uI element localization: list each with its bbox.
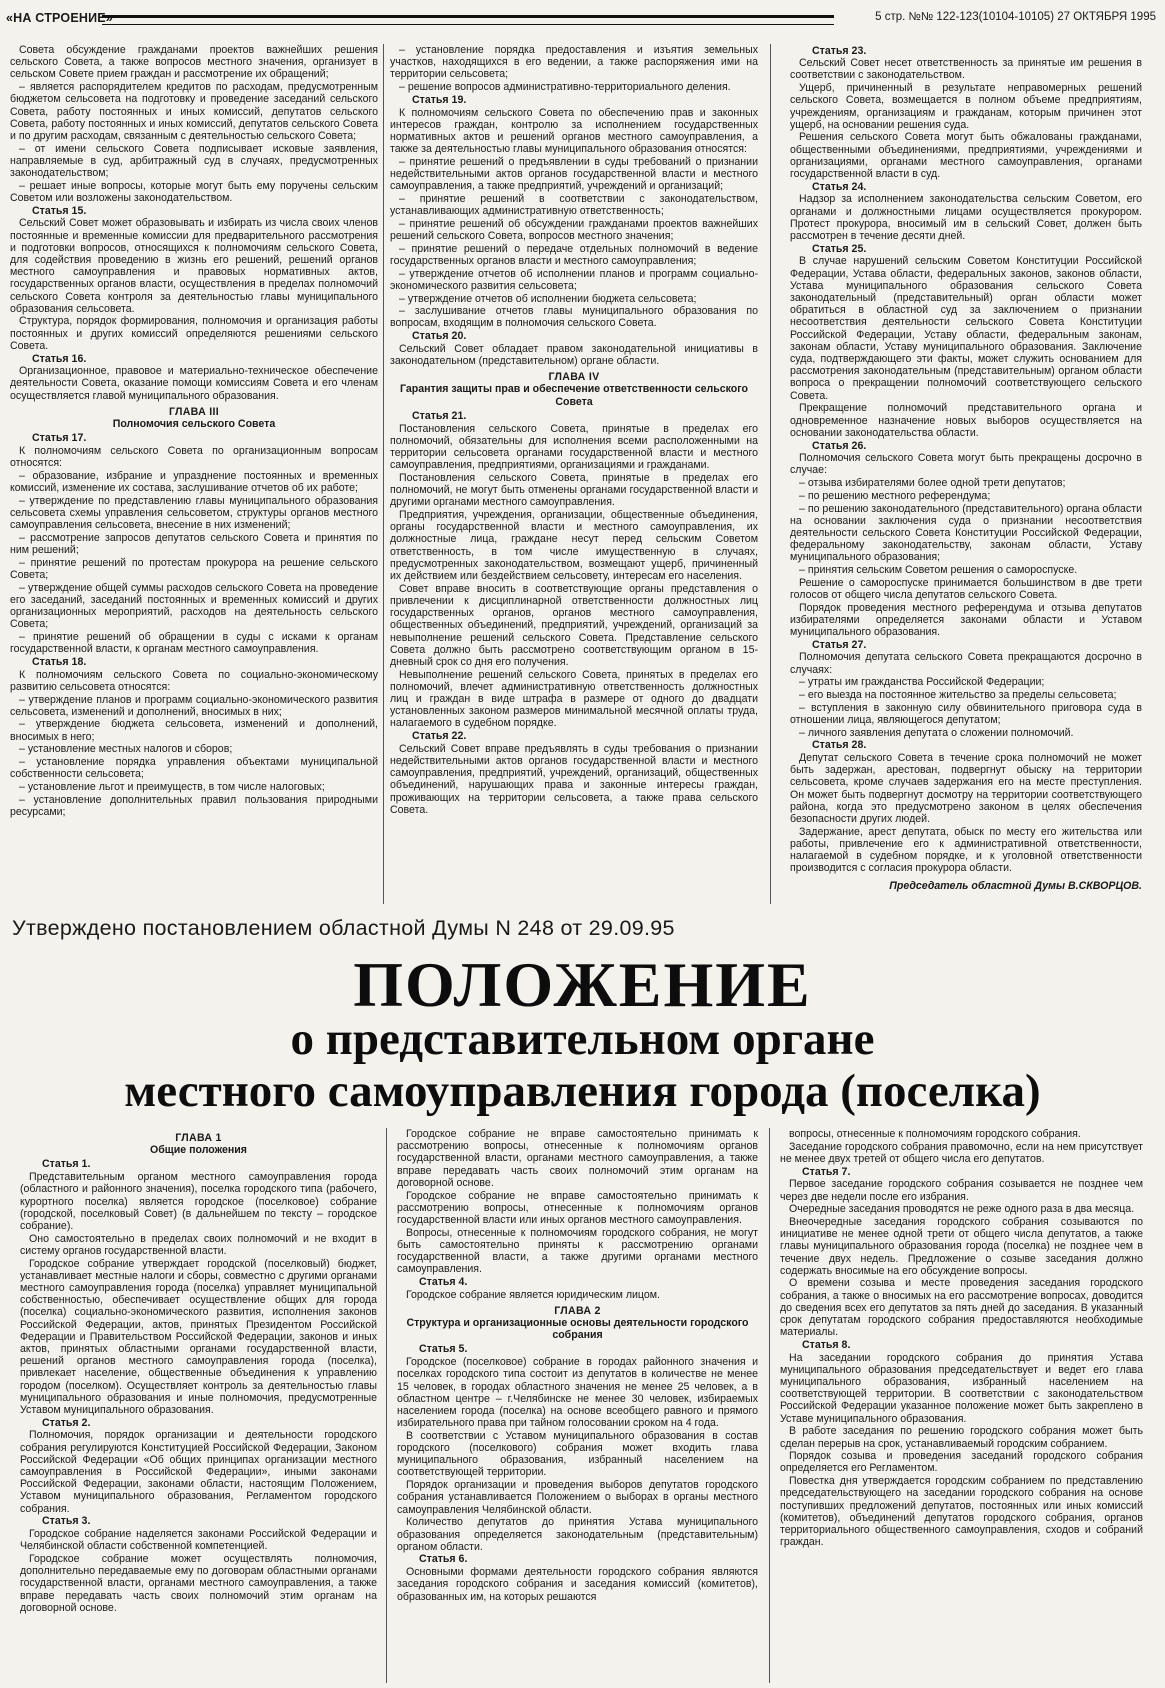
article-heading: Статья 16. <box>32 352 87 365</box>
paragraph: Повестка дня утверждается городским собранием по представлению председательствующего на заседании городского собрания на основе поступивших предложений депутатов, постоянных или иных комиссий (комитетов), объединений депутатов городского собрания, органов территориального общественного самоуправления, сходов и собраний граждан. <box>780 1475 1143 1549</box>
paragraph: – утверждение отчетов об исполнении планов и программ социально-экономического развития сельсовета; <box>390 267 758 292</box>
top-column-2 <box>390 44 758 912</box>
chapter-title: Структура и организационные основы деятельности городского собрания <box>406 1317 749 1342</box>
paragraph: О времени созыва и месте проведения заседания городского собрания, а также о вносимых на его рассмотрение вопросах, доводится до сведения всех его депутатов за пять дней до заседания. В указанный срок депутатам городского собрания предоставляются необходимые материалы. <box>780 1277 1143 1339</box>
paragraph: В случае нарушений сельским Советом Конституции Российской Федерации, Устава области, федеральных законов, законов области, Устава муниципального образования сельского Совета законодательный (представительный) орган области может обратиться в областной суд за заключением о признании несоответствия деятельности сельского Совета Конституции Российской Федерации, Уставу области, федеральным законам, законам области, Уставу муниципального образования. Заключение суда, подтверждающего эти факты, может служить основанием для рассмотрения законодательным (представительным) органом области вопроса о прекращении полномочий соответствующего сельского Совета. <box>790 255 1142 402</box>
article-heading: Статья 27. <box>812 638 867 651</box>
chapter-title: Полномочия сельского Совета <box>112 418 276 431</box>
approval-note: Утверждено постановлением областной Думы N 248 от 29.09.95 <box>12 916 675 940</box>
paragraph: Первое заседание городского собрания созывается не позднее чем через две недели после его избрания. <box>780 1178 1143 1203</box>
chapter-title: Гарантия защиты прав и обеспечение ответственности сельского Совета <box>399 383 748 408</box>
paragraph: – его выезда на постоянное жительство за пределы сельсовета; <box>799 689 1117 702</box>
paragraph: Городское (поселковое) собрание в городах районного значения и поселках городского типа состоит из депутатов в количестве не менее 15 человек, в городах областного значения не менее 25 человек, а в областном центре – г.Челябинске не менее 30 человек, избираемых населением города (поселка) на основе всеобщего равного и прямого избирательного права при тайном голосовании сроком на 4 года. <box>397 1356 758 1430</box>
article-heading: Статья 22. <box>412 730 467 743</box>
paragraph: Полномочия депутата сельского Совета прекращаются досрочно в случаях: <box>790 651 1142 676</box>
paragraph: К полномочиям сельского Совета по обеспечению прав и законных интересов граждан, контролю за исполнением государственных нормативных актов и решений органов местного самоуправления, а также за деятельностью главы муниципального образования относятся: <box>390 106 758 156</box>
paragraph: Решения сельского Совета могут быть обжалованы гражданами, общественными объединениями, предприятиями, учреждениями и организациями, органами местного самоуправления, органами государственной власти в суд. <box>790 131 1142 181</box>
paragraph: В работе заседания по решению городского собрания может быть сделан перерыв на срок, устанавливаемый городским собранием. <box>780 1425 1143 1450</box>
paragraph: Городское собрание не вправе самостоятельно принимать к рассмотрению вопросы, отнесенные к полномочиям органов государственной власти или иных органов местного самоуправления. <box>397 1189 758 1226</box>
article-heading: Статья 3. <box>42 1515 91 1528</box>
chapter-title: Общие положения <box>150 1144 247 1157</box>
paragraph: – от имени сельского Совета подписывает исковые заявления, направляемые в суд, арбитражный суд в случаях, предусмотренных законодательством; <box>10 142 378 180</box>
paragraph: Основными формами деятельности городского собрания являются заседания городского собрания и заседания комиссий (комитетов), образованных им, на которых решаются <box>397 1566 758 1603</box>
paragraph: – установление льгот и преимуществ, в том числе налоговых; <box>19 780 325 793</box>
paragraph: – отзыва избирателями более одной трети депутатов; <box>799 477 1066 490</box>
paragraph: Сельский Совет несет ответственность за принятые им решения в соответствии с законодательством. <box>790 57 1142 82</box>
article-heading: Статья 23. <box>812 44 867 57</box>
paragraph: К полномочиям сельского Совета по социально-экономическому развитию сельсовета относятся: <box>10 668 378 693</box>
paragraph: Совета обсуждение гражданами проектов важнейших решения сельского Совета, а также вопросов местного значения, организует в сельском Совете прием граждан и рассмотрение их обращений; <box>10 44 378 81</box>
paragraph: – по решению законодательного (представительного) органа области на основании заключения суда о признании несоответствия деятельности сельского Совета Конституции Российской Федерации, федеральному законодательству, законам области, Уставу муниципального образования; <box>790 502 1142 564</box>
paragraph: Сельский Совет может образовывать и избирать из числа своих членов постоянные и временные комиссии для предварительного рассмотрения и подготовки вопросов, относящихся к полномочиям сельского Совета, для содействия проведению в жизнь его решений, решений органов местного самоуправления и правовых нормативных актов, государственных органов власти, осуществления в пределах полномочий сельского Совета контроля за деятельностью главы муниципального образования сельсовета. <box>10 217 378 315</box>
headline-subtitle-1: о представительном органе <box>290 1013 875 1065</box>
article-heading: Статья 15. <box>32 204 87 217</box>
paragraph: Представительным органом местного самоуправления города (областного и районного значения), поселка городского типа (рабочего, курортного поселка) является городское (поселковое) собрание (городской, поселковый Совет) (в дальнейшем по тексту – городское собрание). <box>20 1171 377 1232</box>
paragraph: Постановления сельского Совета, принятые в пределах его полномочий, не могут быть отменены органами государственной власти и другими органами местного самоуправления. <box>390 471 758 509</box>
chapter-heading: ГЛАВА IV <box>548 371 600 384</box>
paragraph: Ущерб, причиненный в результате неправомерных решений сельского Совета, возмещается в полном объеме предприятиям, учреждениям, организациям и гражданам, которым причинен этот ущерб, на основании решения суда. <box>790 82 1142 131</box>
paragraph: – установление местных налогов и сборов; <box>19 743 233 756</box>
bottom-column-1 <box>20 1128 377 1684</box>
paragraph: – принятия сельским Советом решения о самороспуске. <box>799 564 1078 577</box>
paragraph: К полномочиям сельского Совета по организационным вопросам относятся: <box>10 445 378 470</box>
article-heading: Статья 19. <box>412 93 467 106</box>
issue-info: 5 стр. №№ 122-123(10104-10105) 27 ОКТЯБРЯ 1995 <box>875 11 1156 23</box>
paragraph: Надзор за исполнением законодательства сельским Советом, его органами и должностными лицами осуществляется прокурором. Протест прокурора, вносимый им в сельский Совет, должен быть рассмотрен в течение десяти дней. <box>790 193 1142 243</box>
paragraph: Постановления сельского Совета, принятые в пределах его полномочий, обязательны для исполнения всеми расположенными на территории сельсовета органами государственной власти и местного самоуправления, предприятиями, организациями и гражданами. <box>390 422 758 472</box>
column-divider <box>386 1128 387 1683</box>
paragraph: – принятие решений об обращении в суды с исками к органам государственной власти, к органам местного самоуправления. <box>10 631 378 656</box>
paragraph: Структура, порядок формирования, полномочия и организация работы постоянных и других комиссий определяются решениями сельского Совета. <box>10 315 378 352</box>
paragraph: Предприятия, учреждения, организации, общественные объединения, органы государственной власти и местного самоуправления, их должностные лица, граждане несут перед сельским Советом ответственность, в том числе имущественную в случаях, предусмотренных законодательством, возмещают ущерб, причиненный их действием или бездействием сельсовету, интересам его населения. <box>390 509 758 583</box>
article-heading: Статья 18. <box>32 655 87 668</box>
paragraph: Полномочия, порядок организации и деятельности городского собрания регулируются Конституцией Российской Федерации, Законом Российской Федерации «Об общих принципах организации местного самоуправления в Российской Федерации», иными законами Российской Федерации, законами области, настоящим Положением, Уставом муниципального образования, Регламентом городского собрания. <box>20 1429 377 1515</box>
paragraph: вопросы, отнесенные к полномочиям городского собрания. <box>789 1128 1081 1140</box>
paragraph: Прекращение полномочий представительного органа и одновременное назначение новых выборов осуществляется на основании законодательства области. <box>790 402 1142 439</box>
paragraph: – принятие решений о передаче отдельных полномочий в ведение государственных органов власти и местного самоуправления; <box>390 242 758 267</box>
headline-title: ПОЛОЖЕНИЕ <box>353 949 812 1020</box>
paragraph: – решает иные вопросы, которые могут быть ему поручены сельским Советом или возложены законодательством. <box>10 179 378 204</box>
paragraph: – утверждение по представлению главы муниципального образования сельсовета схемы управления сельсоветом, структуры органов местного самоуправления сельсовета, внесение в них изменений; <box>10 494 378 532</box>
article-heading: Статья 1. <box>42 1158 91 1171</box>
paragraph: – является распорядителем кредитов по расходам, предусмотренным бюджетом сельсовета на подготовку и проведение заседаний сельского Совета, работу постоянных и иных комиссий, депутатов сельского Совета, работу постоянных и иных комиссий, депутатов сельского Совета и по другим расходам, связанным с деятельностью сельского Совета; <box>10 81 378 142</box>
headline-subtitle-2: местного самоуправления города (поселка) <box>124 1065 1041 1117</box>
bottom-column-3 <box>780 1128 1143 1684</box>
paragraph: – рассмотрение запросов депутатов сельского Совета и принятия по ним решений; <box>10 531 378 557</box>
article-heading: Статья 8. <box>802 1338 851 1351</box>
article-heading: Статья 24. <box>812 180 867 193</box>
paragraph: – утверждение общей суммы расходов сельского Совета на проведение его заседаний, заседаний постоянных и временных комиссий и других организационных мероприятий, расходов на деятельность сельского Совета; <box>10 581 378 631</box>
paragraph: Городское собрание утверждает городской (поселковый) бюджет, устанавливает местные налоги и сборы, совместно с другими органами местного самоуправления города (поселка) управляет муниципальной собственностью, обеспечивает осуществление общих для города (поселка) социально-экономического развития, исполнения законов Российской Федерации, актов, принятых Президентом Российской Федерации и Правительством Российской Федерации, законов и иных актов, принятых областными органами государственной власти, решений органов местного самоуправления города (поселка), привлекает население, общественные объединения к управлению городом (поселком). Осуществляет контроль за деятельностью главы муниципального образования и иные полномочия, предусмотренные Уставом муниципального образования. <box>20 1257 377 1416</box>
article-heading: Статья 5. <box>419 1343 468 1356</box>
paragraph: Сельский Совет вправе предъявлять в суды требования о признании недействительными актов органов государственной власти и местного самоуправления, предприятий, учреждений, организаций, общественных объединений, нарушающих права и законные интересы граждан, проживающих на территории сельсовета, а также права сельского Совета. <box>390 742 758 816</box>
paragraph: – принятие решений по протестам прокурора на решение сельского Совета; <box>10 556 378 582</box>
paragraph: Очередные заседания проводятся не реже одного раза в два месяца. <box>789 1203 1135 1216</box>
chapter-heading: ГЛАВА 1 <box>175 1132 222 1144</box>
paragraph: – заслушивание отчетов главы муниципального образования по вопросам, входящим в полномочия сельского Совета. <box>390 305 758 330</box>
paragraph: – образование, избрание и упразднение постоянных и временных комиссий, изменение их состава, заслушивание отчетов об их работе; <box>10 469 378 495</box>
paragraph: Решение о самороспуске принимается большинством в две трети голосов от общего числа депутатов сельского Совета. <box>790 576 1142 601</box>
article-heading: Статья 7. <box>802 1165 851 1178</box>
paragraph: Вопросы, отнесенные к полномочиям городского собрания, не могут быть самостоятельно приняты к рассмотрению органами государственной власти, а также другими органами местного самоуправления. <box>397 1226 758 1276</box>
paragraph: Сельский Совет обладает правом законодательной инициативы в законодательном (представительном) органе области. <box>390 342 758 368</box>
column-divider <box>383 44 384 904</box>
paragraph: Количество депутатов до принятия Устава муниципального образования определяется законодательным (представительным) органом области. <box>397 1516 758 1553</box>
chapter-heading: ГЛАВА 2 <box>554 1304 601 1317</box>
paragraph: – по решению местного референдума; <box>799 489 991 502</box>
paragraph: Задержание, арест депутата, обыск по месту его жительства или работы, привлечение его к административной ответственности, налагаемой в судебном порядке, и к уголовной ответственности производится с согласия прокурора области. <box>790 825 1142 875</box>
paragraph: Порядок проведения местного референдума и отзыва депутатов избирателями определяется законами области и Уставом муниципального образования. <box>790 601 1142 639</box>
paragraph: Заседание городского собрания правомочно, если на нем присутствует не менее двух третей от общего числа его депутатов. <box>780 1140 1143 1165</box>
paragraph: Порядок созыва и проведения заседаний городского собрания определяется его Регламентом. <box>780 1450 1143 1475</box>
paragraph: – утверждение отчетов об исполнении бюджета сельсовета; <box>399 292 697 305</box>
paragraph: – установление дополнительных правил пользования природными ресурсами; <box>10 793 378 818</box>
paragraph: – решение вопросов административно-территориального деления. <box>399 81 731 94</box>
article-heading: Статья 26. <box>812 439 867 452</box>
paragraph: На заседании городского собрания до принятия Устава муниципального образования председательствует и ведет его глава муниципального образования, избранный населением на соответствующей территории. В соответствии с законодательством Российской Федерации указанное положение может быть закреплено в Уставе муниципального образования. <box>780 1351 1143 1425</box>
article-heading: Статья 20. <box>412 330 467 343</box>
paragraph: Городское собрание наделяется законами Российской Федерации и Челябинской области собственной компетенцией. <box>20 1528 377 1553</box>
paragraph: Внеочередные заседания городского собрания созываются по инициативе не менее одной трети от общего числа депутатов, а также главы муниципального образования города (поселка) не позднее чем в течение двух недель. Предложение о созыве заседания должно содержать вносимые на его обсуждение вопросы. <box>780 1215 1143 1277</box>
paragraph: – установление порядка управления объектами муниципальной собственности сельсовета; <box>10 756 378 781</box>
paragraph: Полномочия сельского Совета могут быть прекращены досрочно в случае: <box>790 452 1142 477</box>
newspaper-title: «НА СТРОЕНИЕ» <box>6 11 113 25</box>
article-heading: Статья 25. <box>812 242 867 255</box>
paragraph: Организационное, правовое и материально-техническое обеспечение деятельности Совета, оказание помощи комиссиям Совета и его членам осуществляется главой муниципального образования. <box>10 365 378 402</box>
article-heading: Статья 6. <box>419 1553 468 1566</box>
paragraph: Порядок организации и проведения выборов депутатов городского собрания устанавливается Положением о выборах в органы местного самоуправления Челябинской области. <box>397 1479 758 1516</box>
paragraph: – утверждение планов и программ социально-экономического развития сельсовета, изменений и дополнений, вносимых в них; <box>10 693 378 718</box>
paragraph: – вступления в законную силу обвинительного приговора суда в отношении лица, являющегося депутатом; <box>790 701 1142 726</box>
paragraph: Совет вправе вносить в соответствующие органы представления о привлечении к дисциплинарной ответственности должностных лиц государственных органов, органов местного самоуправления, общественных объединений, предприятий, учреждений, организаций за невыполнение решений сельского Совета. Представление сельского Совета должно быть рассмотрено соответствующим органом в 15-дневный срок со дня его получения. <box>390 582 758 668</box>
top-column-3 <box>790 44 1142 912</box>
paragraph: Городское собрание не вправе самостоятельно принимать к рассмотрению вопросы, отнесенные к полномочиям органов государственной власти, органами местного самоуправления, а также вправе передавать часть своих полномочий этим органам на договорной основе. <box>397 1128 758 1189</box>
signature: Председатель областной Думы В.СКВОРЦОВ. <box>889 879 1142 892</box>
paragraph: – установление порядка предоставления и изъятия земельных участков, находящихся в его ведении, а также распоряжения ими на территории сельсовета; <box>390 44 758 81</box>
paragraph: – принятие решений в соответствии с законодательством, устанавливающих административную ответственность; <box>390 192 758 218</box>
paragraph: Городское собрание может осуществлять полномочия, дополнительно передаваемые ему по договорам областными органами государственной власти, органами местного самоуправления, а также вправе передавать часть своих полномочий этим органам на договорной основе. <box>20 1552 377 1614</box>
paragraph: Оно самостоятельно в пределах своих полномочий и не входит в систему органов государственной власти. <box>20 1232 377 1257</box>
article-heading: Статья 4. <box>419 1275 468 1288</box>
masthead-rule <box>102 15 834 25</box>
paragraph: – утраты им гражданства Российской Федерации; <box>799 676 1045 689</box>
paragraph: – принятие решений об обсуждении гражданами проектов важнейших решений сельского Совета, вопросов местного значения; <box>390 217 758 243</box>
paragraph: – утверждение бюджета сельсовета, изменений и дополнений, вносимых в него; <box>10 718 378 743</box>
article-heading: Статья 21. <box>412 409 467 422</box>
paragraph: В соответствии с Уставом муниципального образования в состав городского (поселкового) собрания может входить глава муниципального образования, избранный населением на соответствующей территории. <box>397 1429 758 1479</box>
paragraph: Депутат сельского Совета в течение срока полномочий не может быть задержан, арестован, подвергнут обыску на территории сельсовета, кроме случаев задержания его на месте преступления. Он может быть подвергнут досмотру на территории соответствующего района, когда это предусмотрено законом в целях обеспечения безопасности других людей. <box>790 752 1142 826</box>
article-heading: Статья 2. <box>42 1416 91 1429</box>
paragraph: – принятие решений о предъявлении в суды требований о признании недействительными актов органов государственной власти и местного самоуправления, а также предприятий, учреждений и организаций; <box>390 155 758 193</box>
paragraph: Невыполнение решений сельского Совета, принятых в пределах его полномочий, влечет административную ответственность должностных лиц и граждан в виде штрафа в размере от одного до двадцати установленных законом размеров минимальной месячной оплаты труда, налагаемого в судебном порядке. <box>390 668 758 730</box>
top-column-1 <box>10 44 378 912</box>
bottom-column-2 <box>397 1128 758 1684</box>
article-heading: Статья 17. <box>32 432 87 445</box>
chapter-heading: ГЛАВА III <box>168 405 220 418</box>
paragraph: Городское собрание является юридическим лицом. <box>406 1288 660 1301</box>
column-divider <box>770 44 771 904</box>
paragraph: – личного заявления депутата о сложении полномочий. <box>799 726 1074 739</box>
column-divider <box>769 1128 770 1683</box>
masthead <box>6 8 1156 30</box>
article-heading: Статья 28. <box>812 739 867 752</box>
